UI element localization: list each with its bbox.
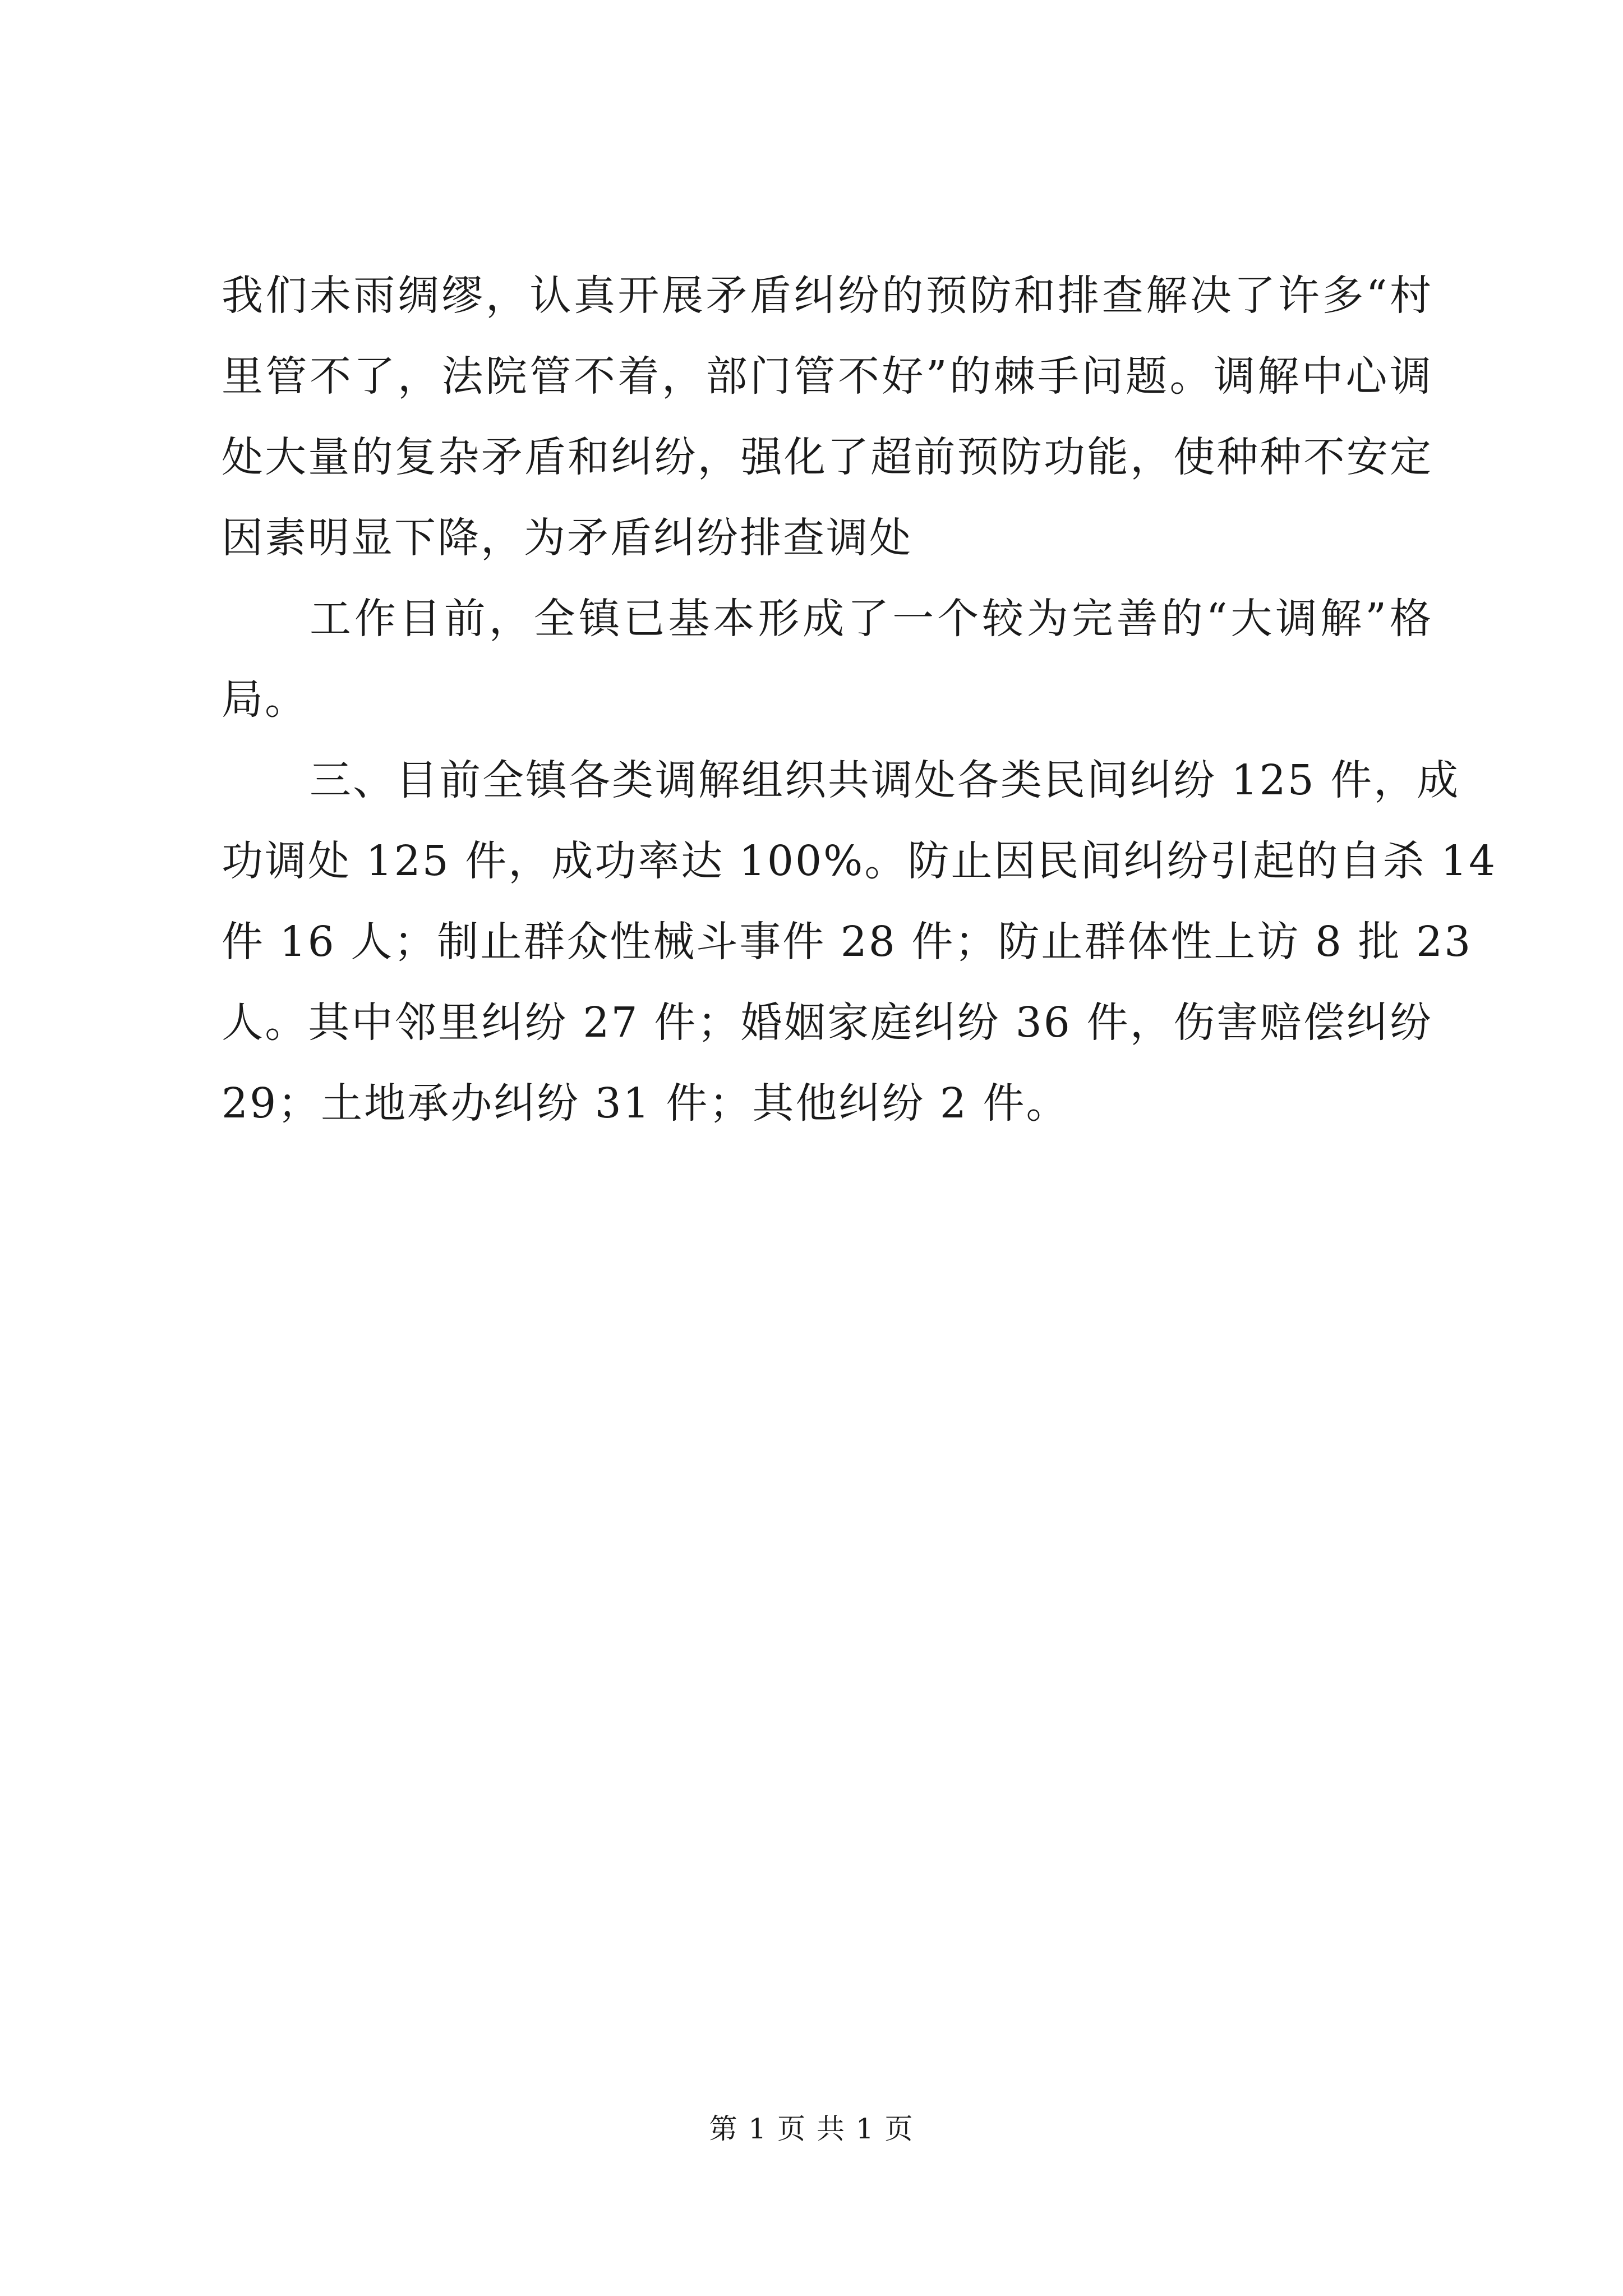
text-line: 处大量的复杂矛盾和纠纷，强化了超前预防功能，使种种不安定	[222, 433, 1433, 481]
text-line: 工作目前，全镇已基本形成了一个较为完善的“大调解”格	[310, 595, 1433, 643]
text-line: 29；土地承办纠纷 31 件；其他纠纷 2 件。	[222, 1079, 1069, 1128]
text-line: 局。	[222, 675, 308, 724]
text-line: 件 16 人；制止群众性械斗事件 28 件；防止群体性上访 8 批 23	[222, 918, 1473, 966]
document-body	[222, 255, 1497, 1144]
text-line: 三、目前全镇各类调解组织共调处各类民间纠纷 125 件，成	[310, 756, 1460, 804]
text-line: 里管不了，法院管不着，部门管不好”的棘手问题。调解中心调	[222, 352, 1433, 401]
text-line: 我们未雨绸缪，认真开展矛盾纠纷的预防和排查解决了许多“村	[222, 272, 1433, 320]
text-line: 人。其中邻里纠纷 27 件；婚姻家庭纠纷 36 件，伤害赔偿纠纷	[222, 999, 1433, 1047]
page-number-footer: 第 1 页 共 1 页	[709, 2113, 914, 2145]
text-line: 因素明显下降，为矛盾纠纷排查调处	[222, 514, 912, 562]
text-line: 功调处 125 件，成功率达 100%。防止因民间纠纷引起的自杀 14	[222, 837, 1497, 885]
